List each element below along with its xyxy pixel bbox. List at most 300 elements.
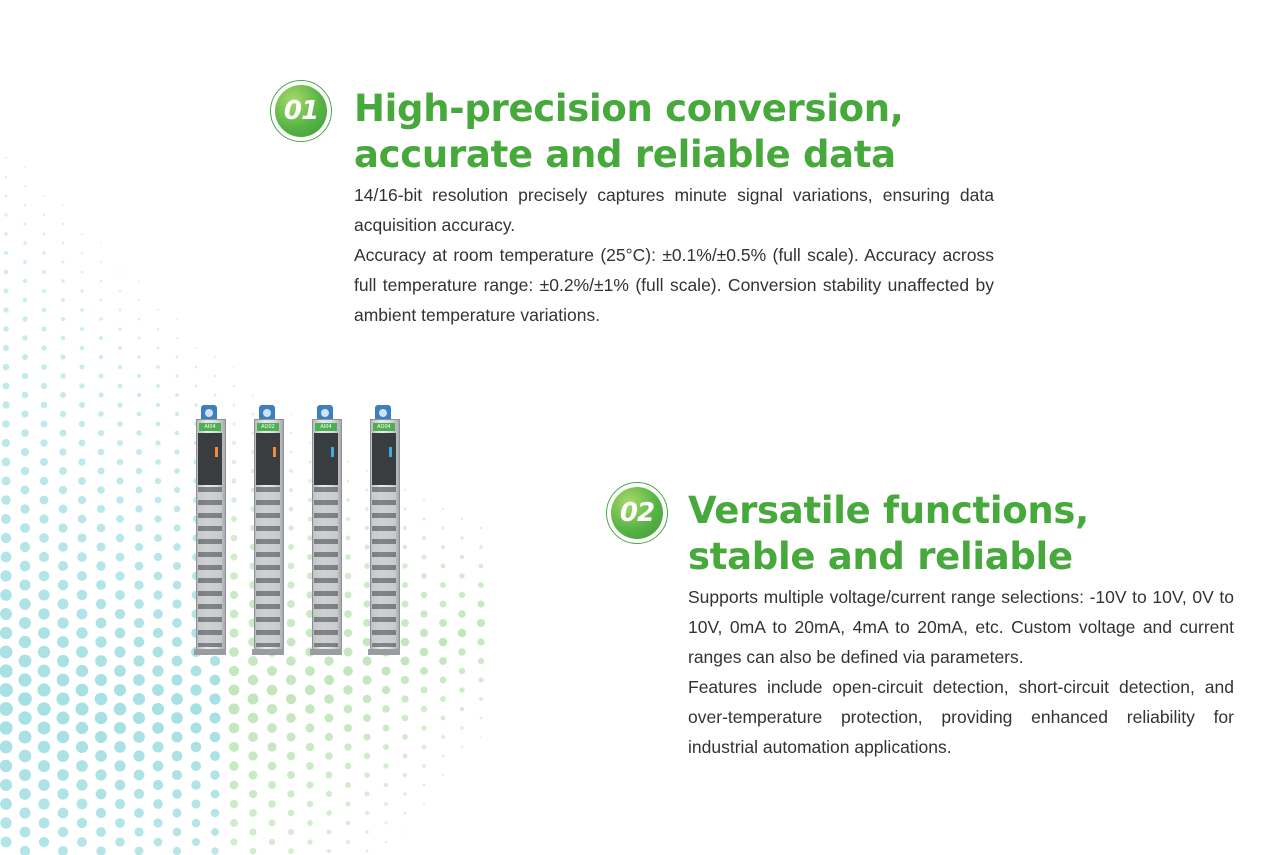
io-modules-image — [190, 405, 420, 660]
decorative-dot — [5, 176, 7, 178]
decorative-dot — [154, 553, 162, 561]
decorative-dot — [325, 714, 334, 723]
decorative-dot — [134, 599, 144, 609]
decorative-dot — [80, 346, 85, 351]
decorative-dot — [79, 440, 86, 447]
decorative-dot — [138, 280, 140, 282]
decorative-dot — [135, 524, 143, 532]
decorative-dot — [420, 629, 428, 637]
decorative-dot — [3, 307, 8, 312]
decorative-dot — [76, 760, 88, 772]
decorative-dot — [5, 157, 7, 159]
decorative-dot — [18, 711, 31, 724]
decorative-dot — [116, 496, 123, 503]
decorative-dot — [441, 754, 444, 757]
decorative-dot — [60, 354, 65, 359]
decorative-dot — [61, 260, 64, 263]
decorative-dot — [98, 392, 103, 397]
decorative-dot — [0, 608, 12, 620]
decorative-dot — [209, 693, 220, 704]
decorative-dot — [403, 773, 407, 777]
decorative-dot — [460, 707, 464, 711]
decorative-dot — [248, 675, 258, 685]
decorative-dot — [173, 543, 181, 551]
decorative-dot — [174, 449, 179, 454]
decorative-dot — [1, 552, 12, 563]
decorative-dot — [211, 847, 218, 854]
decorative-dot — [97, 486, 105, 494]
decorative-dot — [41, 383, 47, 389]
decorative-dot — [250, 848, 257, 855]
decorative-dot — [326, 810, 332, 816]
decorative-dot — [403, 792, 406, 795]
decorative-dot — [343, 666, 353, 676]
decorative-dot — [423, 499, 425, 501]
decorative-dot — [133, 674, 145, 686]
decorative-dot — [214, 356, 216, 358]
decorative-dot — [480, 527, 482, 529]
decorative-dot — [460, 555, 464, 559]
decorative-dot — [38, 779, 50, 791]
decorative-dot — [306, 762, 314, 770]
decorative-dot — [346, 840, 350, 844]
decorative-dot — [422, 555, 427, 560]
decorative-dot — [100, 242, 102, 244]
decorative-dot — [134, 770, 145, 781]
decorative-dot — [114, 646, 125, 657]
decorative-dot — [153, 761, 164, 772]
decorative-dot — [192, 819, 201, 828]
decorative-dot — [98, 430, 104, 436]
decorative-dot — [214, 394, 217, 397]
decorative-dot — [0, 570, 11, 581]
module-label: AI04 — [315, 423, 337, 431]
decorative-dot — [1, 533, 11, 543]
decorative-dot — [58, 808, 69, 819]
decorative-dot — [154, 515, 161, 522]
decorative-dot — [2, 458, 11, 467]
decorative-dot — [77, 571, 87, 581]
decorative-dot — [460, 536, 463, 539]
decorative-dot — [118, 365, 122, 369]
decorative-dot — [442, 508, 444, 510]
decorative-dot — [19, 579, 30, 590]
decorative-dot — [230, 800, 238, 808]
decorative-dot — [133, 712, 145, 724]
decorative-dot — [117, 440, 123, 446]
feature-number-badge — [606, 482, 668, 544]
decorative-dot — [136, 468, 142, 474]
decorative-dot — [62, 204, 64, 206]
decorative-dot — [172, 599, 181, 608]
decorative-dot — [422, 745, 427, 750]
decorative-dot — [382, 705, 390, 713]
decorative-dot — [81, 233, 83, 235]
decorative-dot — [20, 827, 31, 838]
decorative-dot — [96, 846, 105, 855]
decorative-dot — [229, 723, 239, 733]
decorative-dot — [384, 821, 387, 824]
decorative-dot — [176, 337, 178, 339]
decorative-dot — [1, 837, 12, 848]
decorative-dot — [133, 655, 144, 666]
decorative-dot — [0, 779, 12, 791]
decorative-dot — [61, 336, 66, 341]
decorative-dot — [76, 779, 87, 790]
decorative-dot — [286, 713, 296, 723]
decorative-dot — [40, 477, 48, 485]
decorative-dot — [2, 382, 9, 389]
decorative-dot — [441, 545, 445, 549]
decorative-dot — [439, 619, 447, 627]
decorative-dot — [43, 214, 45, 216]
decorative-dot — [76, 703, 89, 716]
decorative-dot — [362, 675, 371, 684]
feature-title-line-2: accurate and reliable data — [354, 133, 896, 176]
decorative-dot — [305, 704, 315, 714]
decorative-dot — [153, 647, 164, 658]
decorative-dot — [38, 722, 51, 735]
decorative-dot — [20, 846, 30, 855]
decorative-dot — [4, 213, 7, 216]
decorative-dot — [287, 790, 294, 797]
feature-paragraph-2: Features include open-circuit detection, short-circuit detection, and over-temperature protection, providing enhanced reliability for industrial automation applications. — [688, 677, 1234, 757]
led-indicator — [215, 447, 218, 457]
decorative-dot — [478, 582, 484, 588]
decorative-dot — [117, 402, 122, 407]
decorative-dot — [440, 582, 446, 588]
decorative-dot — [118, 327, 121, 330]
decorative-dot — [95, 655, 107, 667]
decorative-dot — [383, 744, 389, 750]
decorative-dot — [57, 655, 69, 667]
decorative-dot — [38, 760, 50, 772]
decorative-dot — [478, 601, 485, 608]
decorative-dot — [230, 838, 237, 845]
decorative-dot — [306, 724, 315, 733]
decorative-dot — [441, 526, 444, 529]
decorative-dot — [22, 335, 28, 341]
decorative-dot — [155, 478, 161, 484]
decorative-dot — [190, 684, 201, 695]
decorative-dot — [116, 534, 124, 542]
decorative-dot — [57, 769, 69, 781]
decorative-dot — [0, 627, 12, 639]
decorative-dot — [57, 788, 68, 799]
decorative-dot — [423, 803, 425, 805]
decorative-dot — [190, 703, 202, 715]
decorative-dot — [40, 458, 48, 466]
decorative-dot — [402, 715, 409, 722]
decorative-dot — [286, 675, 296, 685]
decorative-dot — [22, 316, 27, 321]
led-indicator — [273, 447, 276, 457]
decorative-dot — [345, 782, 351, 788]
module-panel — [256, 433, 280, 485]
decorative-dot — [157, 309, 159, 311]
decorative-dot — [210, 675, 221, 686]
decorative-dot — [42, 308, 47, 313]
decorative-dot — [19, 750, 32, 763]
decorative-dot — [422, 517, 425, 520]
decorative-dot — [175, 431, 180, 436]
decorative-dot — [365, 792, 370, 797]
decorative-dot — [136, 430, 141, 435]
decorative-dot — [0, 683, 13, 697]
decorative-dot — [175, 393, 179, 397]
feature-title — [354, 86, 994, 178]
decorative-dot — [176, 356, 179, 359]
decorative-dot — [210, 770, 220, 780]
module-label: AO04 — [373, 423, 395, 431]
decorative-dot — [152, 684, 164, 696]
decorative-dot — [96, 789, 107, 800]
decorative-dot — [175, 412, 179, 416]
decorative-dot — [344, 743, 351, 750]
decorative-dot — [0, 798, 12, 810]
module-label: AO02 — [257, 423, 279, 431]
decorative-dot — [156, 422, 161, 427]
decorative-dot — [134, 789, 144, 799]
feature-number: 01 — [275, 85, 327, 137]
decorative-dot — [249, 771, 258, 780]
decorative-dot — [114, 741, 126, 753]
decorative-dot — [115, 628, 126, 639]
decorative-dot — [173, 581, 182, 590]
decorative-dot — [326, 791, 332, 797]
module-foot — [194, 649, 226, 655]
decorative-dot — [76, 627, 87, 638]
decorative-dot — [97, 467, 104, 474]
terminal-block — [198, 487, 222, 647]
decorative-dot — [305, 666, 315, 676]
decorative-dot — [1, 495, 11, 505]
decorative-dot — [153, 799, 163, 809]
decorative-dot — [211, 790, 220, 799]
decorative-dot — [157, 347, 160, 350]
decorative-dot — [114, 760, 125, 771]
decorative-dot — [440, 563, 445, 568]
decorative-dot — [173, 828, 182, 837]
decorative-dot — [171, 712, 183, 724]
decorative-dot — [22, 392, 29, 399]
decorative-dot — [157, 328, 159, 330]
decorative-dot — [0, 721, 13, 734]
decorative-dot — [287, 752, 296, 761]
led-indicator — [389, 447, 392, 457]
decorative-dot — [267, 704, 277, 714]
decorative-dot — [134, 618, 144, 628]
decorative-dot — [191, 761, 201, 771]
decorative-dot — [20, 561, 31, 572]
decorative-dot — [136, 449, 142, 455]
io-module — [192, 405, 228, 655]
decorative-dot — [230, 819, 238, 827]
decorative-dot — [23, 241, 26, 244]
decorative-dot — [115, 590, 125, 600]
decorative-dot — [96, 580, 106, 590]
decorative-dot — [365, 830, 369, 834]
decorative-dot — [459, 668, 465, 674]
decorative-dot — [96, 618, 107, 629]
decorative-dot — [458, 610, 465, 617]
decorative-dot — [440, 601, 447, 608]
decorative-dot — [384, 783, 389, 788]
decorative-dot — [58, 523, 67, 532]
decorative-dot — [441, 716, 446, 721]
decorative-dot — [77, 590, 87, 600]
decorative-dot — [21, 410, 28, 417]
decorative-dot — [39, 552, 49, 562]
decorative-dot — [306, 743, 314, 751]
decorative-dot — [420, 610, 427, 617]
decorative-dot — [57, 617, 68, 628]
decorative-dot — [154, 534, 162, 542]
feature-paragraph-1: 14/16-bit resolution precisely captures minute signal variations, ensuring data acquisition accuracy. — [354, 185, 994, 235]
feature-title-line-2: stable and reliable — [688, 535, 1073, 578]
decorative-dot — [18, 673, 31, 686]
decorative-dot — [174, 468, 180, 474]
decorative-dot — [19, 636, 31, 648]
decorative-dot — [42, 327, 47, 332]
decorative-dot — [381, 666, 390, 675]
decorative-dot — [117, 459, 124, 466]
decorative-dot — [134, 580, 143, 589]
decorative-dot — [156, 365, 159, 368]
feature-title-line-1: Versatile functions, — [688, 489, 1089, 532]
decorative-dot — [252, 394, 254, 396]
decorative-dot — [365, 811, 369, 815]
decorative-dot — [41, 364, 47, 370]
decorative-dot — [19, 788, 31, 800]
decorative-dot — [133, 731, 145, 743]
decorative-dot — [209, 712, 220, 723]
decorative-dot — [38, 608, 49, 619]
decorative-dot — [97, 505, 105, 513]
decorative-dot — [307, 801, 314, 808]
decorative-dot — [383, 763, 388, 768]
decorative-dot — [135, 505, 142, 512]
module-foot — [368, 649, 400, 655]
feature-number-badge — [270, 80, 332, 142]
decorative-dot — [404, 812, 407, 815]
decorative-dot — [81, 271, 84, 274]
decorative-dot — [39, 837, 49, 847]
decorative-dot — [326, 772, 333, 779]
decorative-dot — [98, 411, 104, 417]
decorative-dot — [134, 827, 143, 836]
decorative-dot — [60, 392, 66, 398]
decorative-dot — [77, 837, 87, 847]
decorative-dot — [441, 735, 445, 739]
decorative-dot — [211, 828, 219, 836]
decorative-dot — [173, 847, 181, 855]
decorative-dot — [19, 731, 32, 744]
decorative-dot — [39, 571, 50, 582]
decorative-dot — [267, 742, 276, 751]
decorative-dot — [5, 195, 8, 198]
decorative-dot — [78, 496, 86, 504]
decorative-dot — [286, 732, 295, 741]
decorative-dot — [60, 373, 66, 379]
decorative-dot — [267, 685, 278, 696]
decorative-dot — [24, 166, 26, 168]
decorative-dot — [153, 590, 162, 599]
decorative-dot — [96, 827, 106, 837]
decorative-dot — [23, 260, 27, 264]
decorative-dot — [79, 421, 85, 427]
decorative-dot — [96, 561, 105, 570]
decorative-dot — [0, 589, 12, 601]
decorative-dot — [343, 685, 352, 694]
decorative-dot — [19, 617, 31, 629]
decorative-dot — [19, 807, 30, 818]
decorative-dot — [59, 486, 67, 494]
module-label: AI04 — [199, 423, 221, 431]
decorative-dot — [57, 712, 70, 725]
decorative-dot — [57, 731, 70, 744]
decorative-dot — [58, 580, 68, 590]
decorative-dot — [288, 848, 294, 854]
decorative-dot — [138, 318, 141, 321]
decorative-dot — [478, 677, 483, 682]
decorative-dot — [61, 298, 65, 302]
decorative-dot — [100, 261, 102, 263]
decorative-dot — [230, 781, 239, 790]
decorative-dot — [119, 271, 121, 273]
decorative-dot — [23, 222, 26, 225]
decorative-dot — [19, 769, 31, 781]
feature-paragraph-1: Supports multiple voltage/current range selections: -10V to 10V, 0V to 10V, 0mA to 20mA, 4mA to 20mA, etc. Custom voltage and current ranges can also be defined via parameters. — [688, 587, 1234, 667]
decorative-dot — [229, 704, 240, 715]
decorative-dot — [479, 697, 483, 701]
decorative-dot — [324, 675, 334, 685]
decorative-dot — [0, 760, 12, 773]
decorative-dot — [20, 523, 30, 533]
decorative-dot — [1, 514, 11, 524]
decorative-dot — [287, 771, 295, 779]
decorative-dot — [440, 696, 446, 702]
decorative-dot — [61, 317, 65, 321]
decorative-dot — [40, 420, 47, 427]
decorative-dot — [477, 619, 485, 627]
decorative-dot — [59, 505, 68, 514]
feature-number: 02 — [611, 487, 663, 539]
decorative-dot — [96, 599, 106, 609]
decorative-dot — [2, 401, 9, 408]
decorative-dot — [156, 403, 160, 407]
decorative-dot — [401, 676, 409, 684]
decorative-dot — [172, 770, 182, 780]
decorative-dot — [115, 818, 125, 828]
decorative-dot — [59, 448, 66, 455]
decorative-dot — [4, 289, 9, 294]
decorative-dot — [420, 667, 428, 675]
decorative-dot — [305, 685, 315, 695]
decorative-dot — [21, 486, 30, 495]
decorative-dot — [99, 374, 104, 379]
decorative-dot — [269, 820, 276, 827]
decorative-dot — [137, 374, 141, 378]
decorative-dot — [401, 695, 408, 702]
decorative-dot — [154, 572, 163, 581]
decorative-dot — [175, 374, 178, 377]
decorative-dot — [421, 725, 426, 730]
decorative-dot — [421, 573, 427, 579]
decorative-dot — [461, 746, 463, 748]
decorative-dot — [248, 751, 257, 760]
decorative-dot — [307, 839, 312, 844]
